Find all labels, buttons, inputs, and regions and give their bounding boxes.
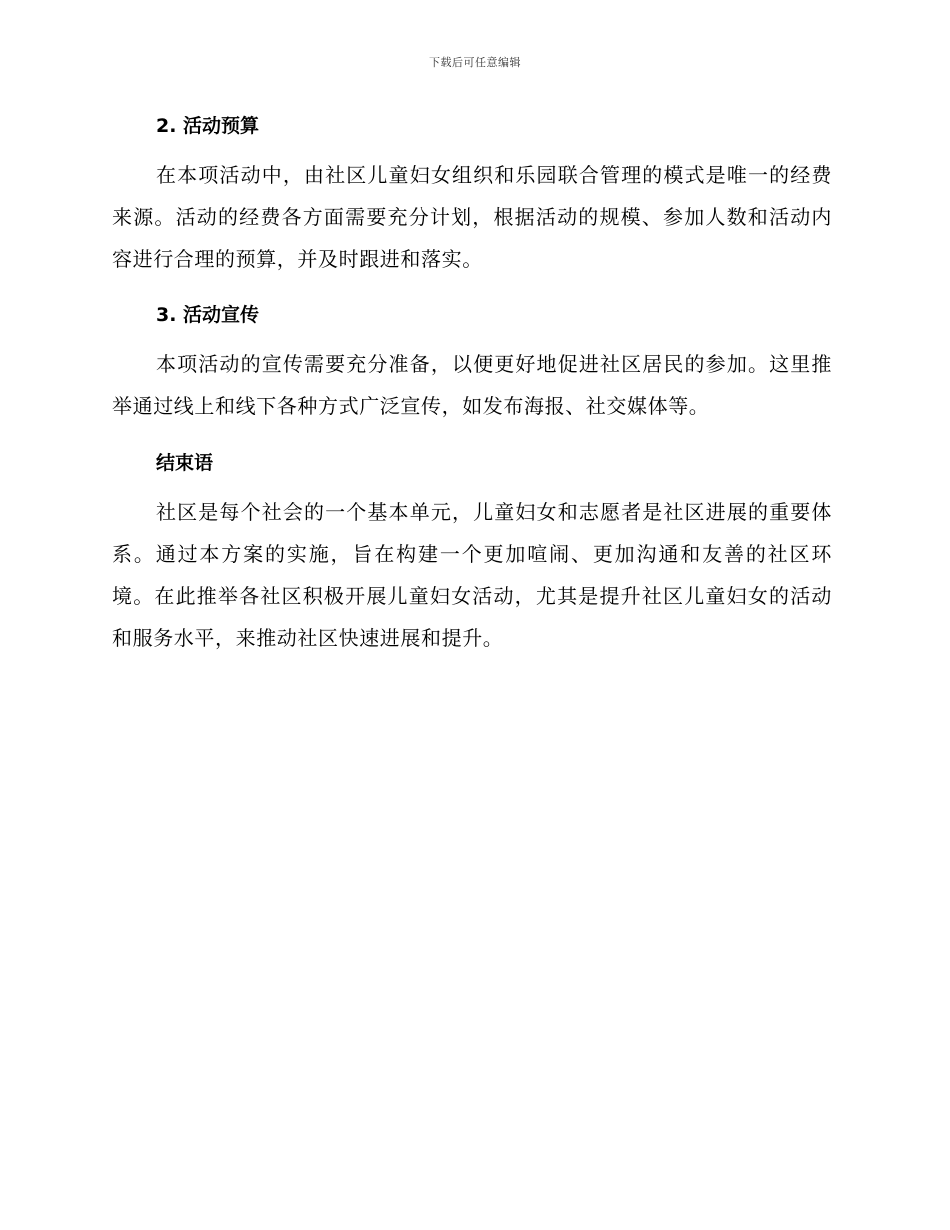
page-header: 下载后可任意编辑	[429, 56, 521, 69]
section-heading-conclusion: 结束语	[156, 452, 214, 474]
section-heading-budget: 2. 活动预算	[156, 115, 260, 137]
document-body	[112, 108, 832, 659]
section-paragraph-budget: 在本项活动中，由社区儿童妇女组织和乐园联合管理的模式是唯一的经费来源。活动的经费各方面需要充分计划，根据活动的规模、参加人数和活动内容进行合理的预算，并及时跟进和落实。	[112, 163, 832, 271]
section-paragraph-conclusion: 社区是每个社会的一个基本单元，儿童妇女和志愿者是社区进展的重要体系。通过本方案的实施，旨在构建一个更加喧闹、更加沟通和友善的社区环境。在此推举各社区积极开展儿童妇女活动，尤其是提升社区儿童妇女的活动和服务水平，来推动社区快速进展和提升。	[112, 500, 832, 650]
section-paragraph-publicity: 本项活动的宣传需要充分准备，以便更好地促进社区居民的参加。这里推举通过线上和线下各种方式广泛宣传，如发布海报、社交媒体等。	[112, 352, 832, 418]
section-heading-publicity: 3. 活动宣传	[156, 304, 260, 326]
